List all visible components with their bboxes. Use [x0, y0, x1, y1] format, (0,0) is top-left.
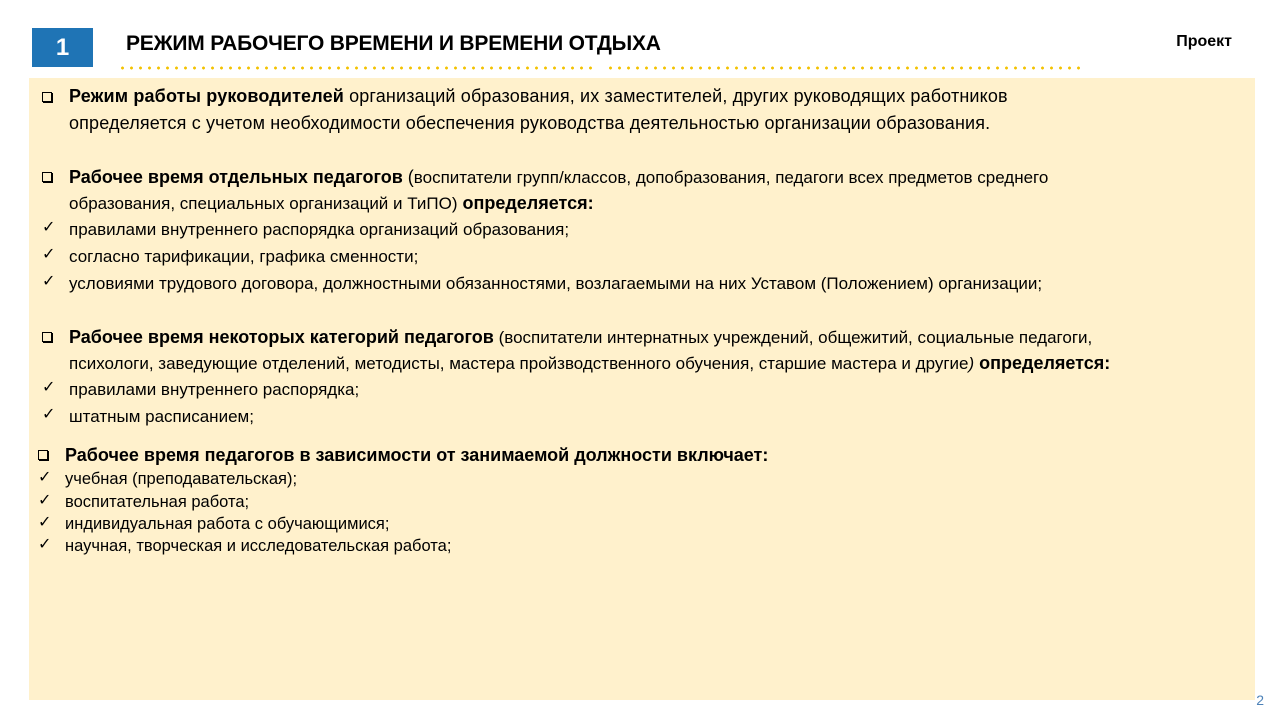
section-1-text-line-2: определяется с учетом необходимости обеспечения руководства деятельностью организации образования. [69, 113, 991, 133]
checkbox-bullet-icon [42, 92, 52, 102]
page-number: 2 [1256, 692, 1264, 708]
checkmark-icon: ✓ [42, 219, 56, 236]
section-1-bold: Режим работы руководителей [69, 86, 344, 106]
checkmark-icon: ✓ [42, 246, 56, 263]
checkmark-icon: ✓ [38, 514, 52, 531]
section-3-text-line-2: психологи, заведующие отделений, методисты, мастера пройзводственного обучения, старшие мастера и другие) определяется: [69, 353, 1111, 373]
project-label: Проект [1176, 33, 1232, 50]
checkmark-icon: ✓ [38, 492, 52, 509]
checkmark-icon: ✓ [42, 273, 56, 290]
section-2-text-line-2: образования, специальных организаций и ТиПО) определяется: [69, 193, 594, 213]
title-underline-dots-right [606, 66, 1082, 70]
checkmark-icon: ✓ [38, 469, 52, 486]
checkmark-icon: ✓ [38, 536, 52, 553]
section-4-bold: Рабочее время педагогов в зависимости от занимаемой должности включает: [65, 445, 769, 465]
checkmark-icon: ✓ [42, 379, 56, 396]
section-number-badge: 1 [32, 28, 93, 67]
section-3-text: (воспитатели интернатных учреждений, общежитий, социальные педагоги, [493, 328, 1093, 347]
checkbox-bullet-icon [42, 332, 52, 342]
checkbox-bullet-icon [38, 450, 48, 460]
title-underline-dots-left [118, 66, 596, 70]
section-2-text: воспитатели групп/классов, допобразования, педагоги всех предметов среднего [413, 168, 1049, 187]
section-3-bold: Рабочее время некоторых категорий педагогов [69, 327, 494, 347]
slide-title: РЕЖИМ РАБОЧЕГО ВРЕМЕНИ И ВРЕМЕНИ ОТДЫХА [126, 32, 661, 55]
checkmark-icon: ✓ [42, 406, 56, 423]
section-1-text: организаций образования, их заместителей, других руководящих работников [343, 86, 1008, 106]
checkbox-bullet-icon [42, 172, 52, 182]
section-2-bold: Рабочее время отдельных педагогов [69, 167, 403, 187]
